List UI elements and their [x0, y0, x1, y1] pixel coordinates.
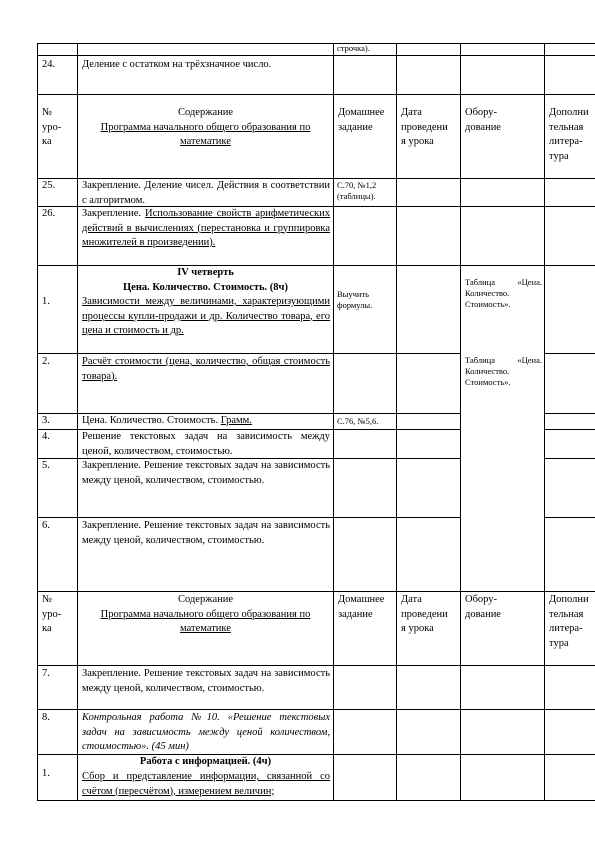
- top-note: строчка).: [337, 43, 370, 53]
- table-border: [396, 43, 397, 801]
- header-homework: Домашнее задание: [338, 594, 385, 620]
- header-num-label: № уро- ка: [42, 107, 62, 147]
- table-border: [77, 43, 78, 801]
- table-border: [37, 665, 595, 666]
- table-border: [37, 94, 595, 95]
- row-number: 24.: [42, 59, 56, 70]
- row-number: 7.: [42, 668, 50, 679]
- table-border: [544, 517, 595, 518]
- section-heading: Работа с информацией. (4ч): [139, 756, 272, 767]
- header-content: Содержание Программа начального общего образования по математике: [100, 594, 311, 634]
- row-equipment: Таблица «Цена. Количество. Стоимость».: [465, 277, 542, 309]
- row-number: 26.: [42, 208, 56, 219]
- table-border: [544, 429, 595, 430]
- quarter-heading: IV четверть Цена. Количество. Стоимость. (8ч): [123, 267, 288, 293]
- row-content: Деление с остатком на трёхзначное число.: [82, 59, 272, 70]
- row-number: 1.: [42, 296, 50, 307]
- row-content: Сбор и представление информации, связанной со счётом (пересчётом), измерением величин;: [82, 771, 330, 797]
- table-border: [460, 43, 461, 801]
- table-border: [37, 43, 595, 44]
- row-content: Контрольная работа №10. «Решение текстовых задач на зависимость между ценой количеством, стоимостью». (45 мин): [82, 712, 330, 752]
- table-border: [37, 591, 595, 592]
- row-number: 1.: [42, 768, 50, 779]
- table-border: [37, 43, 38, 801]
- header-date: Дата проведени я урока: [401, 594, 448, 634]
- header-homework: Домашнее задание: [338, 107, 385, 133]
- header-equipment: Обору- дование: [465, 107, 501, 133]
- row-homework: С.76, №5,6.: [337, 416, 379, 426]
- row-content: Закрепление. Использование свойств арифметических действий в вычислениях (перестановка и группировка множителей в произведении).: [82, 208, 330, 248]
- row-equipment: Таблица «Цена. Количество. Стоимость».: [465, 355, 542, 387]
- row-number: 6.: [42, 520, 50, 531]
- row-content: Закрепление. Решение текстовых задач на зависимость между ценой, количеством, стоимостью.: [82, 668, 330, 694]
- row-content: Закрепление. Деление чисел. Действия в соответствии с алгоритмом.: [82, 180, 330, 206]
- table-border: [37, 709, 595, 710]
- header-num-label: № уро- ка: [42, 594, 62, 634]
- row-homework: С.70, №1,2 (таблицы).: [337, 180, 377, 201]
- row-number: 4.: [42, 431, 50, 442]
- table-border: [544, 43, 545, 801]
- row-number: 8.: [42, 712, 50, 723]
- table-border: [37, 55, 595, 56]
- row-number: 3.: [42, 415, 50, 426]
- row-content: Зависимости между величинами, характеризующими процессы купли-продажи и др. Количество товара, его цена и стоимость и др.: [82, 296, 330, 336]
- table-border: [544, 413, 595, 414]
- row-number: 25.: [42, 180, 56, 191]
- table-border: [333, 43, 334, 801]
- row-content: Расчёт стоимости (цена, количество, общая стоимость товара).: [82, 356, 330, 382]
- row-number: 2.: [42, 356, 50, 367]
- header-date: Дата проведени я урока: [401, 107, 448, 147]
- header-extra: Дополни тельная литера- тура: [549, 107, 589, 162]
- row-content: Цена. Количество. Стоимость. Грамм.: [82, 415, 252, 426]
- header-equipment: Обору- дование: [465, 594, 501, 620]
- header-content: Содержание Программа начального общего образования по математике: [100, 107, 311, 147]
- row-number: 5.: [42, 460, 50, 471]
- header-extra: Дополни тельная литера- тура: [549, 594, 589, 649]
- row-homework: Выучить формулы.: [337, 289, 373, 310]
- row-content: Закрепление. Решение текстовых задач на зависимость между ценой, количеством, стоимостью.: [82, 520, 330, 546]
- table-border: [544, 458, 595, 459]
- row-content: Закрепление. Решение текстовых задач на зависимость между ценой, количеством, стоимостью.: [82, 460, 330, 486]
- table-border: [37, 800, 595, 801]
- table-border: [544, 353, 595, 354]
- row-content: Решение текстовых задач на зависимость между ценой, количеством, стоимостью.: [82, 431, 330, 457]
